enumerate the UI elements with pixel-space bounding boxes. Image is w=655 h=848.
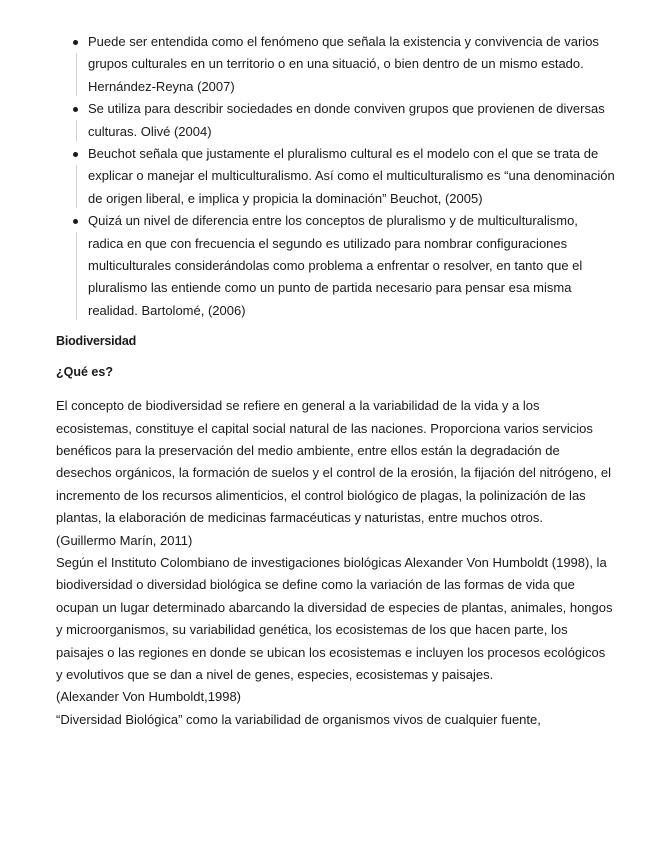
indent-guide — [76, 232, 77, 320]
indent-guide — [76, 165, 77, 208]
paragraph-text: El concepto de biodiversidad se refiere en general a la variabilidad de la vida y a los ecosistemas, constituye el capital social natural de las naciones. Proporciona varios servicios benéficos para la preservación del medio ambiente, entre ellos están la degradación de desechos orgánicos, la formación de suelos y el control de la erosión, la fijación del nitrógeno, el incremento de los recursos alimenticios, el control biológico de plagas, la polinización de las plantas, la elaboración de medicinas farmacéuticas y naturistas, entre muchos otros. — [56, 398, 611, 526]
section-heading: Biodiversidad — [56, 334, 137, 349]
list-item — [88, 210, 615, 322]
bullet-icon — [73, 152, 78, 157]
bullet-text: Quizá un nivel de diferencia entre los conceptos de pluralismo y de multiculturalismo, radica en que con frecuencia el segundo es utilizado para nombrar configuraciones multiculturales considerándolas como problema a enfrentar o resolver, en tanto que el pluralismo las entiende como un punto de partida necesario para pensar esa misma realidad. Bartolomé, (2006) — [88, 213, 583, 318]
bullet-text: Puede ser entendida como el fenómeno que señala la existencia y convivencia de varios grupos culturales en un territorio o en una situació, o bien dentro de un mismo estado. Hernández-Reyna (2007) — [88, 34, 599, 94]
section-subheading: ¿Qué es? — [56, 364, 113, 379]
body-paragraph — [56, 395, 615, 731]
bullet-text: Se utiliza para describir sociedades en donde conviven grupos que provienen de diversas culturas. Olivé (2004) — [88, 101, 605, 139]
bullet-icon — [73, 107, 78, 112]
list-item — [88, 31, 615, 98]
paragraph-text: Según el Instituto Colombiano de investigaciones biológicas Alexander Von Humboldt (1998), la biodiversidad o diversidad biológica se define como la variación de las formas de vida que ocupan un lugar determinado abarcando la diversidad de especies de plantas, animales, hongos y microorganismos, su variabilidad genética, los ecosistemas de los que hacen parte, los paisajes o las regiones en donde se ubican los ecosistemas e incluyen los procesos ecológicos y evolutivos que se dan a nivel de genes, especies, ecosistemas y paisajes. — [56, 554, 613, 682]
list-item — [88, 98, 615, 143]
citation: (Alexander Von Humboldt,1998) — [56, 689, 242, 705]
bullet-list — [56, 31, 615, 322]
bullet-text: Beuchot señala que justamente el pluralismo cultural es el modelo con el que se trata de explicar o manejar el multiculturalismo. Así como el multiculturalismo es “una denominación de origen liberal, e implica y propicia la dominación” Beuchot, (2005) — [88, 146, 615, 206]
indent-guide — [76, 120, 77, 141]
bullet-icon — [73, 40, 78, 45]
citation: (Guillermo Marín, 2011) — [56, 532, 193, 548]
paragraph-text: “Diversidad Biológica” como la variabilidad de organismos vivos de cualquier fuente, — [56, 711, 541, 727]
bullet-icon — [73, 219, 78, 224]
list-item — [88, 143, 615, 210]
indent-guide — [76, 53, 77, 96]
